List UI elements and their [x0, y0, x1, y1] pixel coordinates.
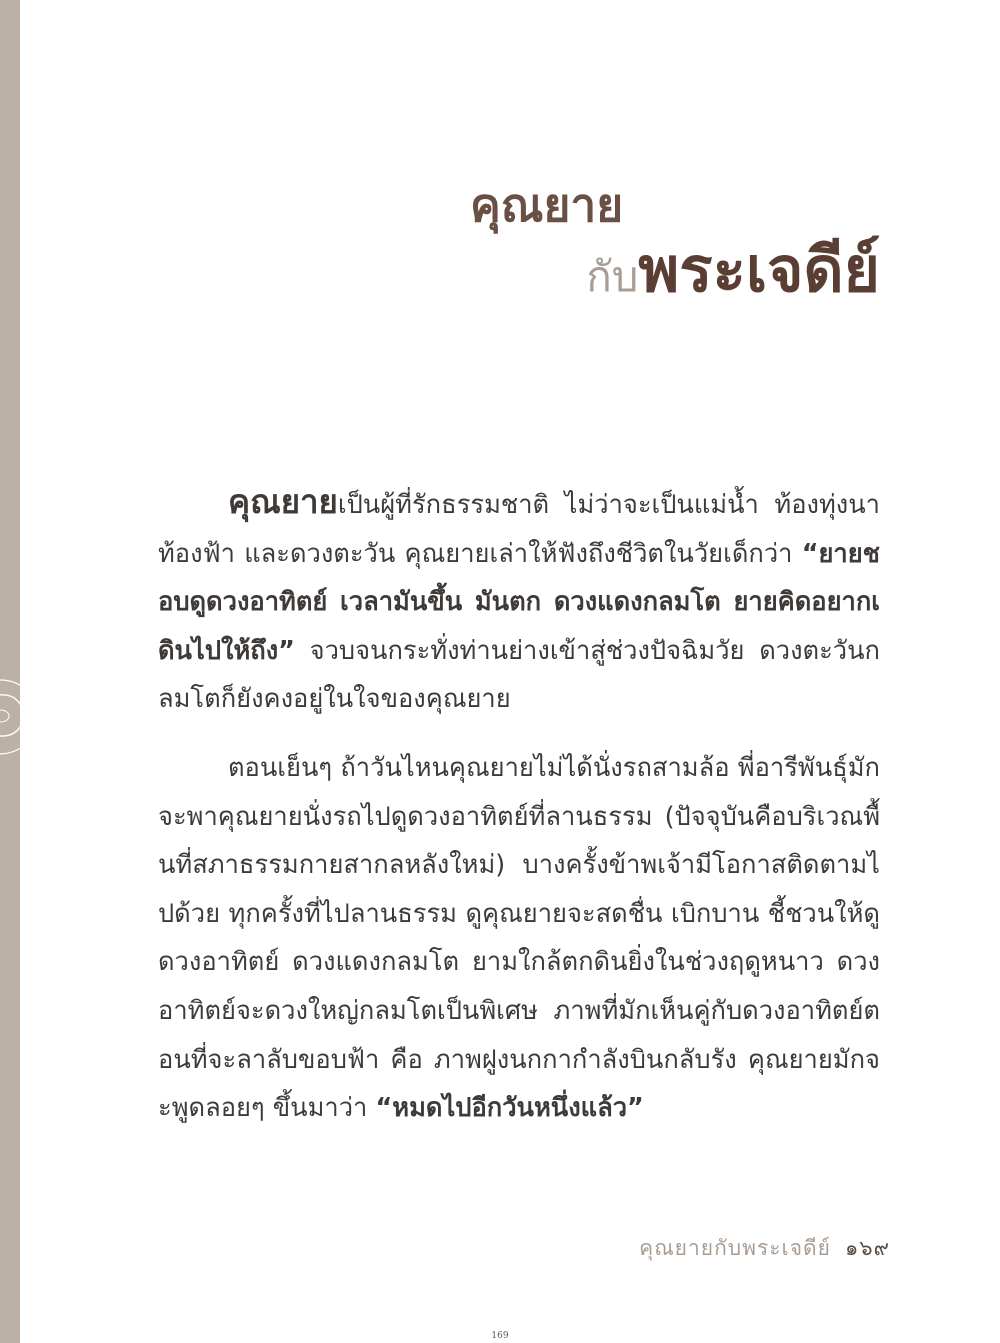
title-line-1: คุณยาย [470, 178, 624, 232]
title-main: พระเจดีย์ [638, 233, 880, 306]
paragraph-1-text-b: จวบจนกระทั่งท่านย่างเข้าสู่ช่วงปัจฉิมวัย ดวงตะวันกลมโตก็ยังคงอยู่ในใจของคุณยาย [158, 635, 880, 715]
paragraph-1-quote: “ยายชอบดูดวงอาทิตย์ เวลามันขึ้น มันตก ดวงแดงกลมโต ยายคิดอยากเดินไปให้ถึง” [158, 538, 880, 666]
paragraph-2 [158, 744, 880, 1133]
body-text [158, 478, 880, 1153]
chapter-title [440, 175, 880, 305]
paragraph-1 [158, 478, 880, 724]
title-line-2 [586, 235, 880, 321]
running-footer [639, 1232, 890, 1265]
paragraph-1-text-a: เป็นผู้ที่รักธรรมชาติ ไม่ว่าจะเป็นแม่น้ำ ท้องทุ่งนา ท้องฟ้า และดวงตะวัน คุณยายเล่าให้ฟังถึงชีวิตในวัยเด็กว่า [158, 490, 880, 569]
title-prefix: กับ [586, 252, 639, 301]
ornament-swirl-icon [0, 650, 60, 790]
paragraph-2-quote: “หมดไปอีกวันหนึ่งแล้ว” [375, 1093, 644, 1124]
running-footer-title: คุณยายกับพระเจดีย์ [639, 1236, 831, 1260]
lead-word: คุณยาย [228, 482, 338, 521]
page-number: 169 [491, 1331, 509, 1341]
paragraph-2-text-a: ตอนเย็นๆ ถ้าวันไหนคุณยายไม่ได้นั่งรถสามล้อ พี่อารีพันธุ์มักจะพาคุณยายนั่งรถไปดูดวงอาทิตย์ที่ลานธรรม (ปัจจุบันคือบริเวณพื้นที่สภาธรรมกายสากลหลังใหม่) บางครั้งข้าพเจ้ามีโอกาสติดตามไปด้วย ทุกครั้งที่ไปลานธรรม ดูคุณยายจะสดชื่น เบิกบาน ชี้ชวนให้ดูดวงอาทิตย์ ดวงแดงกลมโต ยามใกล้ตกดินยิ่งในช่วงฤดูหนาว ดวงอาทิตย์จะดวงใหญ่กลมโตเป็นพิเศษ ภาพที่มักเห็นคู่กับดวงอาทิตย์ตอนที่จะลาลับขอบฟ้า คือ ภาพฝูงนกกากำลังบินกลับรัง คุณยายมักจะพูดลอยๆ ขึ้นมาว่า [158, 752, 880, 1124]
running-footer-page: ๑๖๙ [844, 1236, 890, 1260]
